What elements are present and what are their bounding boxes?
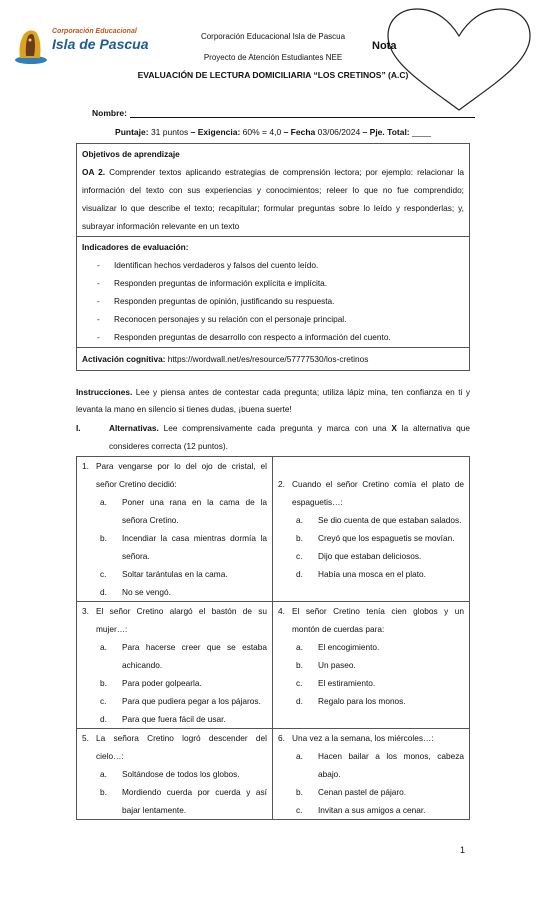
exigencia-value: 60% = 4,0 [242,127,282,137]
score-line: Puntaje: 31 puntos – Exigencia: 60% = 4,0 – Fecha 03/06/2024 – Pje. Total: ____ [115,127,431,137]
oa-section [77,144,469,237]
option[interactable]: d. Regalo para los monos. [296,696,406,706]
fecha-label: Fecha [290,127,316,137]
question-text: Una vez a la semana, los miércoles…: [292,733,434,743]
section-label: Alternativas. [109,423,159,433]
question-row [77,729,469,819]
indicators-list [77,256,469,346]
logo-line1: Corporación Educacional [52,28,137,35]
option[interactable]: c. Para que pudiera pegar a los pájaros. [100,696,261,706]
page-title: EVALUACIÓN DE LECTURA DOMICILIARIA “LOS CRETINOS” (A.C) [137,70,409,80]
indicator-item: - Identifican hechos verdaderos y falsos del cuento leído. [97,256,469,274]
indicator-item: - Reconocen personajes y su relación con el personaje principal. [97,310,469,328]
question-text: Para vengarse por lo del ojo de cristal, el señor Cretino decidió: [96,461,267,489]
question-text: El señor Cretino tenía cien globos y un montón de cuerdas para: [292,606,464,634]
question-row [77,602,469,729]
total-label: Pje. Total: [369,127,410,137]
oa-text: Comprender textos aplicando estrategias de comprensión lectora; por ejemplo: relacionar la información del texto con sus experiencias y conocimientos; releer lo que no fue comprendido; visualizar lo que describe el texto; recapitular; formular preguntas sobre lo leído y responderlas; y, subrayar información relevante en un texto [82,167,464,231]
section-text-b: la alternativa que consideres correcta (12 puntos). [109,423,470,451]
puntaje-label: Puntaje: [115,127,149,137]
instructions [76,384,470,418]
option[interactable]: b. Cenan pastel de pájaro. [296,787,407,797]
option[interactable]: d. No se vengó. [100,587,171,597]
option[interactable]: b. Para poder golpearla. [100,678,202,688]
question-6: 6. Una vez a la semana, los miércoles…: a. Hacen bailar a los monos, cabeza abajo. b. Cenan pastel de pájaro. c. Invitan a sus amigos a cenar. [273,729,469,819]
option[interactable]: d. Había una mosca en el plato. [296,569,426,579]
indicator-item: - Responden preguntas de opinión, justificando su respuesta. [97,292,469,310]
activation-link[interactable]: https://wordwall.net/es/resource/57777530/los-cretinos [167,354,369,364]
option[interactable]: b. Incendiar la casa mientras dormía la señora. [100,533,267,561]
nota-label: Nota [372,40,397,52]
nombre-row [92,108,475,118]
option[interactable]: a. Poner una rana en la cama de la señora Cretino. [100,497,267,525]
option[interactable]: c. Dijo que estaban deliciosos. [296,551,422,561]
instructions-text: Lee y piensa antes de contestar cada pregunta; utiliza lápiz mina, ten confianza en ti y levanta la mano en silencio si tienes dudas, ¡buena suerte! [76,387,470,414]
option[interactable]: b. Mordiendo cuerda por cuerda y así bajar lentamente. [100,787,267,815]
grade-heart-icon [384,6,534,114]
indicator-item: - Responden preguntas de información explícita e implícita. [97,274,469,292]
activation-label: Activación cognitiva: [82,354,166,364]
option[interactable]: a. Hacen bailar a los monos, cabeza abajo. [296,751,464,779]
question-3: 3. El señor Cretino alargó el bastón de su mujer…: a. Para hacerse creer que se estaba achicando. b. Para poder golpearla. c. Para que pudiera pegar a los pájaros. d. Para que fuera fácil de usar. [77,602,273,728]
option[interactable]: a. Soltándose de todos los globos. [100,769,240,779]
option[interactable]: a. Para hacerse creer que se estaba achicando. [100,642,267,670]
project-name: Proyecto de Atención Estudiantes NEE [203,53,343,62]
nombre-label: Nombre: [92,108,127,118]
indicator-item: - Responden preguntas de desarrollo con respecto a información del cuento. [97,328,469,346]
instructions-label: Instrucciones. [76,387,133,397]
option[interactable]: a. El encogimiento. [296,642,380,652]
question-row [77,457,469,602]
question-4: 4. El señor Cretino tenía cien globos y un montón de cuerdas para: a. El encogimiento. b. Un paseo. c. El estiramiento. d. Regalo para los monos. [273,602,469,728]
questions-table [76,456,470,820]
option[interactable]: c. El estiramiento. [296,678,376,688]
exigencia-label: Exigencia: [197,127,241,137]
objectives-box [76,143,470,371]
question-5: 5. La señora Cretino logró descender del cielo…: a. Soltándose de todos los globos. b. Mordiendo cuerda por cuerda y así bajar lentamente. [77,729,273,819]
option[interactable]: d. Para que fuera fácil de usar. [100,714,226,724]
page-number: 1 [460,845,466,855]
total-value: ____ [412,127,431,137]
objectives-heading: Objetivos de aprendizaje [82,149,180,159]
option[interactable]: b. Creyó que los espaguetis se movían. [296,533,455,543]
question-text: La señora Cretino logró descender del cielo…: [96,733,267,761]
fecha-value: 03/06/2024 [317,127,361,137]
question-text: Cuando el señor Cretino comía el plato de espaguetis…: [292,479,464,507]
indicators-heading: Indicadores de evaluación: [82,242,189,252]
option[interactable]: a. Se dio cuenta de que estaban salados. [296,515,462,525]
question-1: 1. Para vengarse por lo del ojo de cristal, el señor Cretino decidió: a. Poner una rana en la cama de la señora Cretino. b. Incendiar la casa mientras dormía la señora. c. Soltar tarántulas en la cama. d. No se vengó. [77,457,273,601]
puntaje-value: 31 puntos [150,127,189,137]
section-1-heading [76,419,470,455]
activation-section [77,348,469,370]
indicators-section [77,237,469,348]
question-text: El señor Cretino alargó el bastón de su mujer…: [96,606,267,634]
question-2: 2. Cuando el señor Cretino comía el plato de espaguetis…: a. Se dio cuenta de que estaban salados. b. Creyó que los espaguetis se movían. c. Dijo que estaban deliciosos. d. Había una mosca en el plato. [273,457,469,601]
org-name: Corporación Educacional Isla de Pascua [200,32,346,41]
section-number: I. [76,423,81,433]
option[interactable]: b. Un paseo. [296,660,356,670]
option[interactable]: c. Invitan a sus amigos a cenar. [296,805,426,815]
section-x: X [391,423,397,433]
logo-line2: Isla de Pascua [52,36,149,52]
section-text-a: Lee comprensivamente cada pregunta y marca con una [163,423,387,433]
nombre-field[interactable] [130,117,475,118]
option[interactable]: c. Soltar tarántulas en la cama. [100,569,228,579]
oa-label: OA 2. [82,167,106,177]
